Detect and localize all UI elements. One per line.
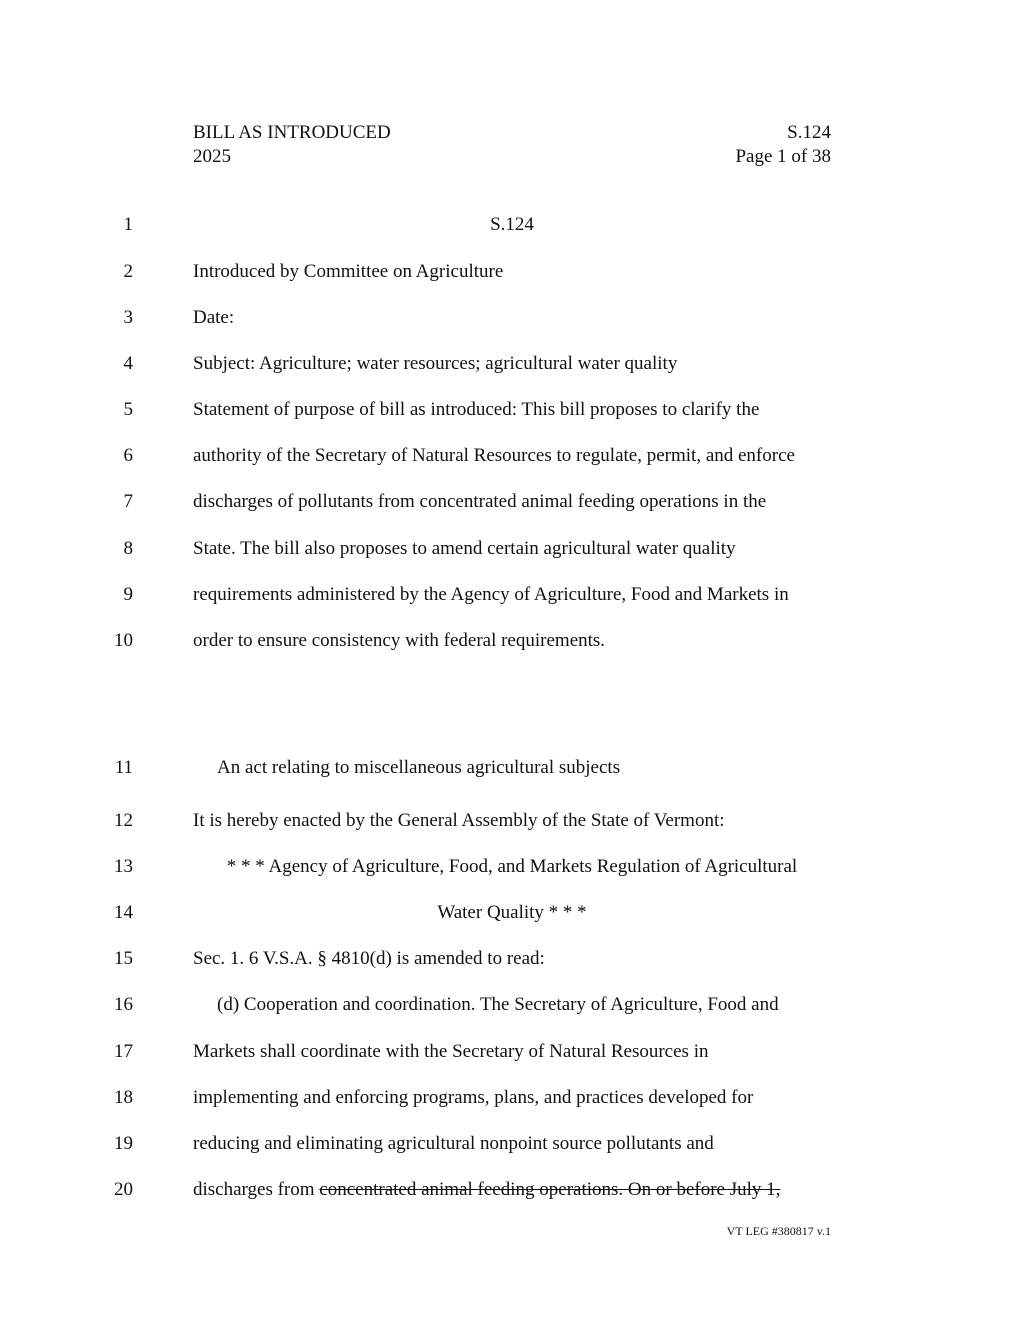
bill-year: 2025	[193, 146, 231, 167]
retained-text: discharges from	[193, 1179, 320, 1200]
line-number: 3	[123, 307, 133, 328]
line-number: 20	[114, 1179, 133, 1200]
line-number: 8	[123, 538, 133, 559]
introduced-by: Introduced by Committee on Agriculture	[193, 261, 504, 282]
line-number: 5	[123, 399, 133, 420]
document-id: VT LEG #380817 v.1	[726, 1224, 831, 1238]
line-number: 6	[123, 445, 133, 466]
statute-text: reducing and eliminating agricultural nonpoint source pollutants and	[193, 1133, 714, 1154]
page-indicator: Page 1 of 38	[735, 146, 831, 167]
purpose-line: order to ensure consistency with federal requirements.	[193, 630, 606, 651]
line-number: 1	[123, 214, 133, 235]
section-heading: * * * Agency of Agriculture, Food, and Markets Regulation of Agricultural	[226, 856, 798, 877]
purpose-line: requirements administered by the Agency of Agriculture, Food and Markets in	[193, 584, 789, 605]
sec-1-heading: Sec. 1. 6 V.S.A. § 4810(d) is amended to read:	[193, 948, 545, 969]
statute-text: implementing and enforcing programs, plans, and practices developed for	[193, 1087, 754, 1108]
statute-text: (d) Cooperation and coordination. The Secretary of Agriculture, Food and	[217, 994, 779, 1015]
statute-text: Markets shall coordinate with the Secretary of Natural Resources in	[193, 1041, 709, 1062]
act-title: An act relating to miscellaneous agricultural subjects	[217, 757, 621, 778]
line-number: 18	[114, 1087, 133, 1108]
bill-number: S.124	[787, 122, 831, 143]
date-line: Date:	[193, 307, 235, 328]
line-number: 4	[123, 353, 133, 374]
subject-line: Subject: Agriculture; water resources; agricultural water quality	[193, 353, 678, 374]
line-number: 13	[114, 856, 133, 877]
purpose-line: authority of the Secretary of Natural Resources to regulate, permit, and enforce	[193, 445, 795, 466]
line-number: 10	[114, 630, 133, 651]
section-heading: Water Quality * * *	[437, 902, 587, 923]
statute-text	[193, 1178, 780, 1202]
line-number: 16	[114, 994, 133, 1015]
struck-text: concentrated animal feeding operations. On or before July 1,	[319, 1179, 781, 1200]
line-number: 15	[114, 948, 133, 969]
purpose-line: discharges of pollutants from concentrated animal feeding operations in the	[193, 491, 767, 512]
bill-status-label: BILL AS INTRODUCED	[193, 122, 391, 143]
line-number: 12	[114, 810, 133, 831]
line-number: 9	[123, 584, 133, 605]
purpose-line: Statement of purpose of bill as introduced: This bill proposes to clarify the	[193, 399, 760, 420]
enacting-clause: It is hereby enacted by the General Assembly of the State of Vermont:	[193, 810, 725, 831]
bill-title: S.124	[490, 214, 534, 235]
line-number: 7	[123, 491, 133, 512]
line-number: 14	[114, 902, 133, 923]
line-number: 19	[114, 1133, 133, 1154]
line-number: 2	[123, 261, 133, 282]
purpose-line: State. The bill also proposes to amend certain agricultural water quality	[193, 538, 736, 559]
line-number: 17	[114, 1041, 133, 1062]
line-number: 11	[114, 757, 133, 778]
